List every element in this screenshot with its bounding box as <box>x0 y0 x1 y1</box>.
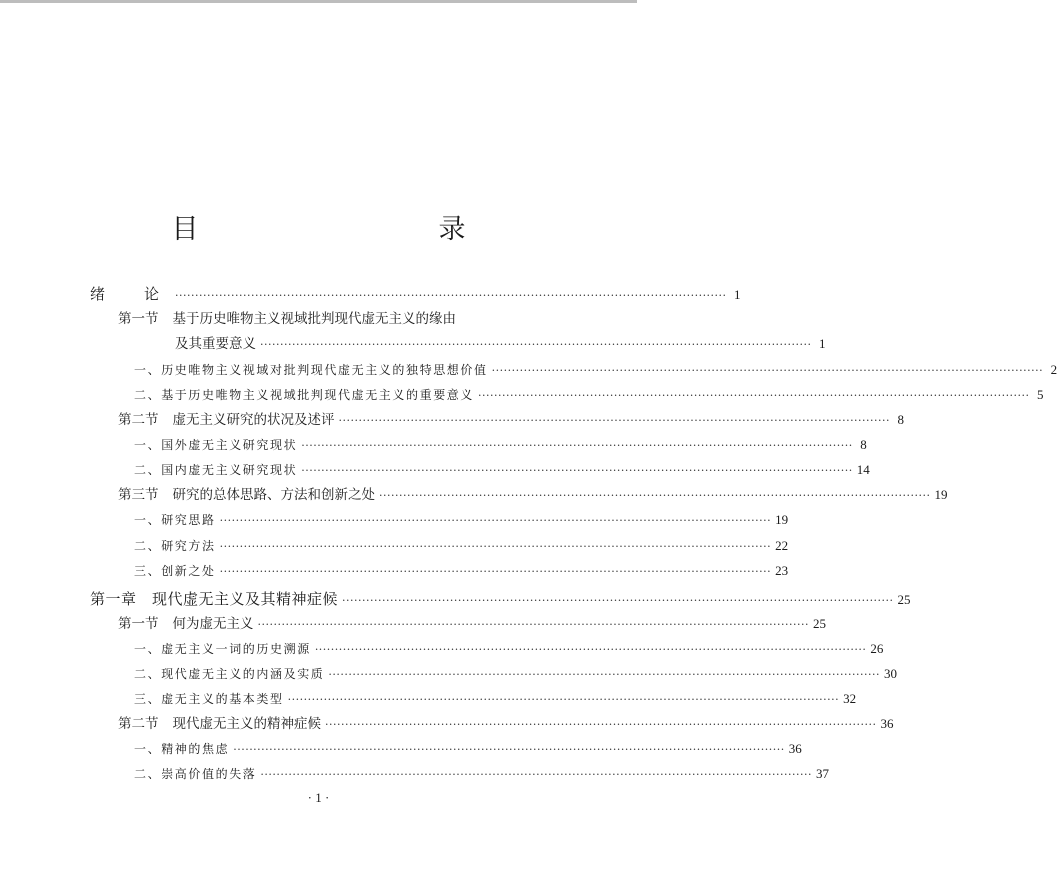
leader-dots: ·········································································································································· <box>219 540 772 553</box>
toc-page-number: 36 <box>880 716 894 731</box>
leader-dots: ·········································································································································· <box>301 439 853 452</box>
section-number: 第三节 <box>118 487 159 503</box>
toc-page-number: 19 <box>775 512 789 527</box>
toc-entry-chapter-1[interactable] <box>90 589 911 609</box>
toc-entry-chapter-1-section-2[interactable] <box>118 714 894 734</box>
leader-dots: ·········································································································································· <box>260 338 812 351</box>
toc-entry-section-1-line-1[interactable] <box>118 309 549 329</box>
toc-entry-label: 三、虚无主义的基本类型 <box>134 692 284 706</box>
toc-page-number: 14 <box>856 462 870 477</box>
toc-page-number: 37 <box>815 766 829 781</box>
toc-entry-label: 绪 论 <box>90 285 172 303</box>
toc-page-number: 30 <box>883 666 897 681</box>
toc-entry-chapter-1-section-1[interactable] <box>118 614 827 634</box>
leader-dots: ·········································································································································· <box>342 594 894 607</box>
leader-dots: ·········································································································································· <box>478 389 1030 402</box>
toc-entry-label: 及其重要意义 <box>175 336 256 352</box>
toc-entry-subsection[interactable] <box>134 536 789 556</box>
leader-dots: ·········································································································································· <box>260 768 812 781</box>
leader-dots: ·········································································································································· <box>379 489 931 502</box>
toc-entry-label: 三、创新之处 <box>134 564 216 578</box>
toc-page-number: 2 <box>1050 362 1057 377</box>
section-title: 何为虚无主义 <box>172 616 254 632</box>
toc-entry-label <box>118 714 321 734</box>
toc-entry-label: 一、虚无主义一词的历史溯源 <box>134 642 311 656</box>
toc-page-number: 26 <box>870 641 884 656</box>
leader-dots: ·········································································································································· <box>233 743 785 756</box>
section-title: 基于历史唯物主义视域批判现代虚无主义的缘由 <box>172 311 456 327</box>
toc-entry-label: 一、精神的焦虑 <box>134 742 230 756</box>
toc-entry-subsection[interactable] <box>134 689 857 709</box>
section-title: 现代虚无主义的精神症候 <box>172 716 321 732</box>
toc-page-number: 19 <box>934 487 948 502</box>
toc-entry-section-1-line-2[interactable] <box>175 334 826 354</box>
toc-entry-subsection[interactable] <box>134 739 802 759</box>
page-top-edge <box>0 0 637 3</box>
toc-page-number: 25 <box>897 592 911 607</box>
toc-entry-label <box>118 614 254 634</box>
toc-page-number: 36 <box>788 741 802 756</box>
toc-page-number: 32 <box>843 691 857 706</box>
section-title: 虚无主义研究的状况及述评 <box>172 412 335 428</box>
leader-dots: ·········································································································································· <box>175 289 727 302</box>
leader-dots: ·········································································································································· <box>328 668 880 681</box>
toc-entry-subsection[interactable] <box>134 639 884 659</box>
toc-page-number: 22 <box>775 538 789 553</box>
leader-dots: ·········································································································································· <box>338 414 891 427</box>
leader-dots: ·········································································································································· <box>287 693 840 706</box>
page-number-footer: · 1 · <box>307 790 330 805</box>
leader-dots: ·········································································································································· <box>314 643 867 656</box>
toc-entry-label: 二、基于历史唯物主义视域批判现代虚无主义的重要意义 <box>134 388 475 402</box>
leader-dots: ·········································································································································· <box>491 364 1044 377</box>
toc-entry-intro[interactable] <box>90 284 741 304</box>
toc-entry-label <box>118 410 335 430</box>
leader-dots: ·········································································································································· <box>257 618 810 631</box>
section-number: 第一节 <box>118 616 159 632</box>
toc-page-number: 5 <box>1037 387 1044 402</box>
toc-entry-label: 二、崇高价值的失落 <box>134 767 257 781</box>
section-number: 第一节 <box>118 311 159 327</box>
toc-page-number: 8 <box>860 437 867 452</box>
leader-dots: ·········································································································································· <box>325 718 877 731</box>
toc-page-number: 8 <box>897 412 905 427</box>
section-number: 第二节 <box>118 716 159 732</box>
toc-entry-subsection[interactable] <box>134 460 870 480</box>
toc-entry-subsection[interactable] <box>134 664 897 684</box>
toc-entry-subsection[interactable] <box>134 360 1057 380</box>
section-title: 研究的总体思路、方法和创新之处 <box>172 487 375 503</box>
toc-page-number: 1 <box>734 287 741 302</box>
toc-entry-label: 一、历史唯物主义视域对批判现代虚无主义的独特思想价值 <box>134 363 488 377</box>
toc-entry-subsection[interactable] <box>134 764 829 784</box>
leader-dots: ·········································································································································· <box>219 565 772 578</box>
toc-entry-subsection[interactable] <box>134 435 867 455</box>
toc-entry-section-3[interactable] <box>118 485 948 505</box>
toc-entry-section-2[interactable] <box>118 410 905 430</box>
toc-entry-label: 二、国内虚无主义研究现状 <box>134 463 298 477</box>
toc-entry-subsection[interactable] <box>134 385 1044 405</box>
toc-entry-subsection[interactable] <box>134 561 789 581</box>
toc-entry-label: 一、研究思路 <box>134 513 216 527</box>
toc-page-number: 25 <box>813 616 827 631</box>
toc-page-number: 23 <box>775 563 789 578</box>
toc-entry-label: 第一章 现代虚无主义及其精神症候 <box>90 590 339 608</box>
toc-entry-label: 二、现代虚无主义的内涵及实质 <box>134 667 325 681</box>
page-title: 目 录 <box>171 214 528 245</box>
toc-entry-label: 二、研究方法 <box>134 539 216 553</box>
leader-dots: ·········································································································································· <box>219 514 772 527</box>
toc-entry-label <box>118 485 375 505</box>
toc-entry-label: 一、国外虚无主义研究现状 <box>134 438 298 452</box>
toc-entry-subsection[interactable] <box>134 510 789 530</box>
toc-page-number: 1 <box>819 336 826 351</box>
section-number: 第二节 <box>118 412 159 428</box>
toc-entry-label <box>118 309 456 329</box>
leader-dots: ·········································································································································· <box>301 464 853 477</box>
